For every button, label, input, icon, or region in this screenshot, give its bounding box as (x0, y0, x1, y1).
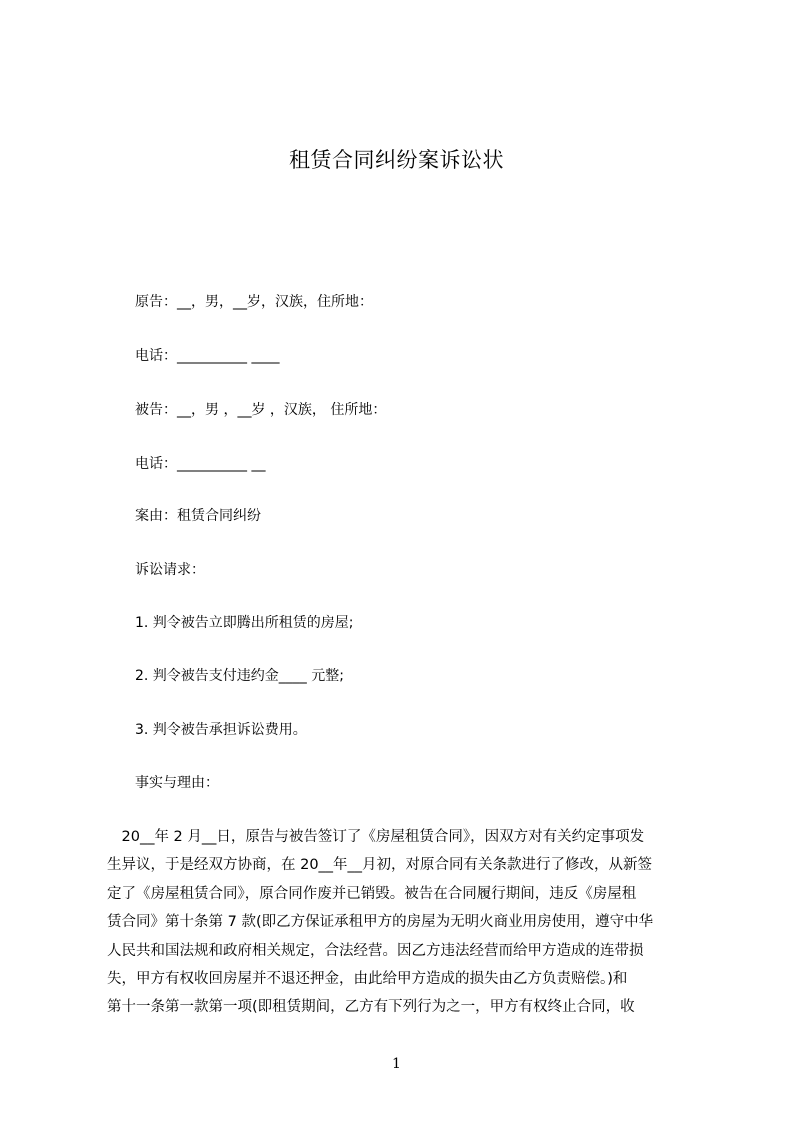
paragraph-line: 失，甲方有权收回房屋并不退还押金，由此给甲方造成的损失由乙方负责赔偿。)和 (107, 970, 628, 987)
page-number: 1 (392, 1056, 401, 1072)
paragraph-line: 人民共和国法规和政府相关规定，合法经营。因乙方违法经营而给甲方造成的连带损 (107, 942, 644, 959)
claims-heading: 诉讼请求： (135, 562, 205, 578)
claim-item-2: 2. 判令被告支付违约金____ 元整; (135, 668, 344, 684)
facts-paragraph (107, 823, 705, 1022)
paragraph-line: 第十一条第一款第一项(即租赁期间，乙方有下列行为之一，甲方有权终止合同，收 (107, 999, 635, 1016)
claim-item-1: 1. 判令被告立即腾出所租赁的房屋; (135, 615, 354, 631)
cause-of-action-line: 案由：租赁合同纠纷 (135, 508, 261, 524)
paragraph-line: 赁合同》第十条第 7 款(即乙方保证承租甲方的房屋为无明火商业用房使用，遵守中华 (107, 914, 654, 931)
paragraph-line: 20__年 2 月__日，原告与被告签订了《房屋租赁合同》，因双方对有关约定事项发 (107, 829, 645, 845)
document-title: 租赁合同纠纷案诉讼状 (289, 148, 504, 172)
plaintiff-phone-line: 电话：__________ ____ (135, 348, 280, 364)
defendant-phone-line: 电话：__________ __ (135, 456, 266, 472)
plaintiff-line: 原告：__，男，__岁，汉族，住所地： (135, 294, 373, 310)
defendant-line: 被告：__，男 ，__岁 ，汉族， 住所地： (135, 402, 387, 418)
paragraph-line: 定了《房屋租赁合同》，原合同作废并已销毁。被告在合同履行期间，违反《房屋租 (107, 885, 637, 902)
facts-heading: 事实与理由： (135, 775, 219, 791)
paragraph-line: 生异议，于是经双方协商，在 20__年__月初，对原合同有关条款进行了修改，从新签 (107, 857, 653, 874)
claim-item-3: 3. 判令被告承担诉讼费用。 (135, 722, 307, 738)
